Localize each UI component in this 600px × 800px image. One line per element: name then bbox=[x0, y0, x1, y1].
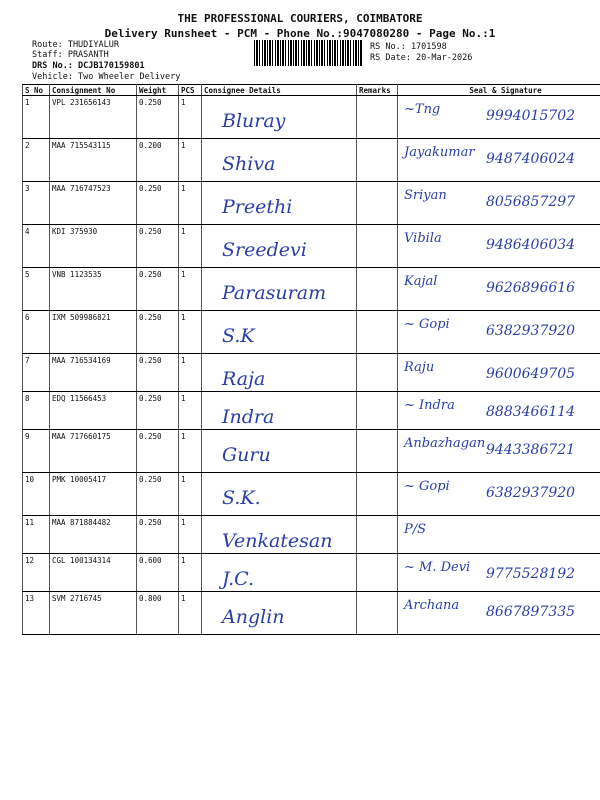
row-pcs: 1 bbox=[179, 392, 202, 430]
table-row bbox=[23, 516, 600, 554]
row-pcs: 1 bbox=[179, 592, 202, 635]
row-sno: 5 bbox=[23, 268, 50, 311]
seal-signature-cell bbox=[398, 268, 600, 311]
remarks-cell bbox=[357, 554, 398, 592]
row-pcs: 1 bbox=[179, 96, 202, 139]
table-row bbox=[23, 473, 600, 516]
col-header-consignee: Consignee Details bbox=[202, 85, 357, 96]
consignee-handwritten-name: Sreedevi bbox=[222, 239, 307, 261]
row-pcs: 1 bbox=[179, 139, 202, 182]
row-pcs: 1 bbox=[179, 354, 202, 392]
col-header-remarks: Remarks bbox=[357, 85, 398, 96]
handwritten-phone: 9443386721 bbox=[486, 442, 576, 458]
consignee-handwritten-name: Shiva bbox=[222, 153, 276, 175]
consignment-number: VPL 231656143 bbox=[50, 96, 137, 139]
handwritten-phone: 6382937920 bbox=[486, 485, 576, 501]
table-row bbox=[23, 139, 600, 182]
table-header-row bbox=[23, 85, 600, 96]
consignee-details-cell bbox=[202, 473, 357, 516]
row-sno: 6 bbox=[23, 311, 50, 354]
consignment-number: MAA 871884482 bbox=[50, 516, 137, 554]
remarks-cell bbox=[357, 592, 398, 635]
row-weight: 0.200 bbox=[137, 139, 179, 182]
handwritten-phone: 9600649705 bbox=[486, 366, 576, 382]
col-header-sno: S No bbox=[23, 85, 50, 96]
row-weight: 0.250 bbox=[137, 516, 179, 554]
consignment-number: MAA 717660175 bbox=[50, 430, 137, 473]
row-weight: 0.250 bbox=[137, 473, 179, 516]
consignee-handwritten-name: Indra bbox=[222, 406, 275, 428]
row-weight: 0.250 bbox=[137, 392, 179, 430]
consignee-details-cell bbox=[202, 139, 357, 182]
consignee-details-cell bbox=[202, 225, 357, 268]
row-sno: 1 bbox=[23, 96, 50, 139]
consignee-handwritten-name: S.K. bbox=[222, 487, 261, 509]
handwritten-phone: 6382937920 bbox=[486, 323, 576, 339]
row-pcs: 1 bbox=[179, 516, 202, 554]
consignment-number: MAA 716747523 bbox=[50, 182, 137, 225]
signature-scribble: ~Tng bbox=[404, 102, 441, 117]
consignment-number: CGL 100134314 bbox=[50, 554, 137, 592]
row-sno: 4 bbox=[23, 225, 50, 268]
row-sno: 12 bbox=[23, 554, 50, 592]
consignee-handwritten-name: Guru bbox=[222, 444, 271, 466]
table-row bbox=[23, 311, 600, 354]
consignment-number: PMK 10005417 bbox=[50, 473, 137, 516]
seal-signature-cell bbox=[398, 225, 600, 268]
signature-scribble: Raju bbox=[404, 360, 435, 375]
row-sno: 9 bbox=[23, 430, 50, 473]
table-row bbox=[23, 225, 600, 268]
consignee-details-cell bbox=[202, 592, 357, 635]
seal-signature-cell bbox=[398, 96, 600, 139]
signature-scribble: Archana bbox=[404, 598, 460, 613]
table-row bbox=[23, 354, 600, 392]
table-row bbox=[23, 392, 600, 430]
row-weight: 0.250 bbox=[137, 225, 179, 268]
runsheet-subtitle: Delivery Runsheet - PCM - Phone No.:9047080280 - Page No.:1 bbox=[104, 27, 496, 40]
remarks-cell bbox=[357, 392, 398, 430]
row-weight: 0.250 bbox=[137, 311, 179, 354]
row-sno: 11 bbox=[23, 516, 50, 554]
seal-signature-cell bbox=[398, 139, 600, 182]
signature-scribble: Anbazhagan bbox=[404, 436, 486, 451]
table-row bbox=[23, 96, 600, 139]
rs-number: RS No.: 1701598 bbox=[370, 42, 447, 52]
seal-signature-cell bbox=[398, 311, 600, 354]
consignee-details-cell bbox=[202, 516, 357, 554]
runsheet-table bbox=[22, 84, 600, 635]
consignee-handwritten-name: Raja bbox=[222, 368, 266, 390]
row-weight: 0.250 bbox=[137, 182, 179, 225]
seal-signature-cell bbox=[398, 473, 600, 516]
table-row bbox=[23, 592, 600, 635]
seal-signature-cell bbox=[398, 354, 600, 392]
row-sno: 8 bbox=[23, 392, 50, 430]
signature-scribble: Vibila bbox=[404, 231, 442, 246]
row-sno: 3 bbox=[23, 182, 50, 225]
remarks-cell bbox=[357, 430, 398, 473]
col-header-pcs: PCS bbox=[179, 85, 202, 96]
row-weight: 0.600 bbox=[137, 554, 179, 592]
signature-scribble: Sriyan bbox=[404, 188, 447, 203]
remarks-cell bbox=[357, 354, 398, 392]
handwritten-phone: 9775528192 bbox=[486, 566, 576, 582]
consignee-details-cell bbox=[202, 311, 357, 354]
consignment-number: MAA 716534169 bbox=[50, 354, 137, 392]
seal-signature-cell bbox=[398, 516, 600, 554]
signature-scribble: Kajal bbox=[404, 274, 438, 289]
col-header-seal: Seal & Signature bbox=[398, 85, 600, 96]
consignee-handwritten-name: Bluray bbox=[222, 110, 286, 132]
consignee-handwritten-name: J.C. bbox=[222, 568, 255, 590]
handwritten-phone: 8056857297 bbox=[486, 194, 576, 210]
handwritten-phone: 9994015702 bbox=[486, 108, 576, 124]
consignment-number: EDQ 11566453 bbox=[50, 392, 137, 430]
consignee-details-cell bbox=[202, 182, 357, 225]
col-header-weight: Weight bbox=[137, 85, 179, 96]
row-pcs: 1 bbox=[179, 225, 202, 268]
row-pcs: 1 bbox=[179, 554, 202, 592]
remarks-cell bbox=[357, 182, 398, 225]
consignment-number: KDI 375930 bbox=[50, 225, 137, 268]
vehicle-label: Vehicle: Two Wheeler Delivery bbox=[32, 72, 181, 82]
consignment-number: VNB 1123535 bbox=[50, 268, 137, 311]
consignee-details-cell bbox=[202, 392, 357, 430]
row-sno: 2 bbox=[23, 139, 50, 182]
staff-label: Staff: PRASANTH bbox=[32, 50, 109, 60]
consignment-number: SVM 2716745 bbox=[50, 592, 137, 635]
remarks-cell bbox=[357, 473, 398, 516]
seal-signature-cell bbox=[398, 554, 600, 592]
seal-signature-cell bbox=[398, 392, 600, 430]
remarks-cell bbox=[357, 516, 398, 554]
consignee-handwritten-name: Venkatesan bbox=[222, 530, 333, 552]
consignee-handwritten-name: Parasuram bbox=[222, 282, 327, 304]
consignee-handwritten-name: S.K bbox=[222, 325, 255, 347]
seal-signature-cell bbox=[398, 430, 600, 473]
table-row bbox=[23, 430, 600, 473]
row-pcs: 1 bbox=[179, 430, 202, 473]
consignee-details-cell bbox=[202, 96, 357, 139]
consignee-details-cell bbox=[202, 554, 357, 592]
consignment-number: IXM 509986821 bbox=[50, 311, 137, 354]
table-row bbox=[23, 182, 600, 225]
remarks-cell bbox=[357, 139, 398, 182]
row-weight: 0.250 bbox=[137, 268, 179, 311]
rs-date: RS Date: 20-Mar-2026 bbox=[370, 53, 473, 63]
remarks-cell bbox=[357, 268, 398, 311]
seal-signature-cell bbox=[398, 182, 600, 225]
row-weight: 0.250 bbox=[137, 96, 179, 139]
consignee-details-cell bbox=[202, 268, 357, 311]
row-sno: 10 bbox=[23, 473, 50, 516]
remarks-cell bbox=[357, 96, 398, 139]
company-title: THE PROFESSIONAL COURIERS, COIMBATORE bbox=[177, 12, 423, 25]
drs-label: DRS No.: DCJB170159801 bbox=[32, 61, 145, 71]
handwritten-phone: 9626896616 bbox=[486, 280, 576, 296]
signature-scribble: ~ Indra bbox=[404, 398, 455, 413]
remarks-cell bbox=[357, 311, 398, 354]
row-sno: 7 bbox=[23, 354, 50, 392]
consignee-handwritten-name: Preethi bbox=[222, 196, 293, 218]
row-weight: 0.250 bbox=[137, 354, 179, 392]
row-pcs: 1 bbox=[179, 311, 202, 354]
consignee-handwritten-name: Anglin bbox=[222, 606, 285, 628]
handwritten-phone: 8667897335 bbox=[486, 604, 576, 620]
signature-scribble: ~ Gopi bbox=[404, 479, 450, 494]
handwritten-phone: 9486406034 bbox=[486, 237, 576, 253]
table-row bbox=[23, 268, 600, 311]
signature-scribble: Jayakumar bbox=[404, 145, 475, 160]
consignee-details-cell bbox=[202, 430, 357, 473]
table-row bbox=[23, 554, 600, 592]
seal-signature-cell bbox=[398, 592, 600, 635]
signature-scribble: P/S bbox=[404, 522, 427, 537]
handwritten-phone: 8883466114 bbox=[486, 404, 576, 420]
row-pcs: 1 bbox=[179, 268, 202, 311]
row-pcs: 1 bbox=[179, 473, 202, 516]
row-pcs: 1 bbox=[179, 182, 202, 225]
signature-scribble: ~ Gopi bbox=[404, 317, 450, 332]
barcode-icon bbox=[254, 40, 362, 66]
handwritten-phone: 9487406024 bbox=[486, 151, 576, 167]
signature-scribble: ~ M. Devi bbox=[404, 560, 471, 575]
row-sno: 13 bbox=[23, 592, 50, 635]
remarks-cell bbox=[357, 225, 398, 268]
consignment-number: MAA 715543115 bbox=[50, 139, 137, 182]
consignee-details-cell bbox=[202, 354, 357, 392]
row-weight: 0.800 bbox=[137, 592, 179, 635]
route-label: Route: THUDIYALUR bbox=[32, 40, 119, 50]
col-header-consignment: Consignment No bbox=[50, 85, 137, 96]
row-weight: 0.250 bbox=[137, 430, 179, 473]
